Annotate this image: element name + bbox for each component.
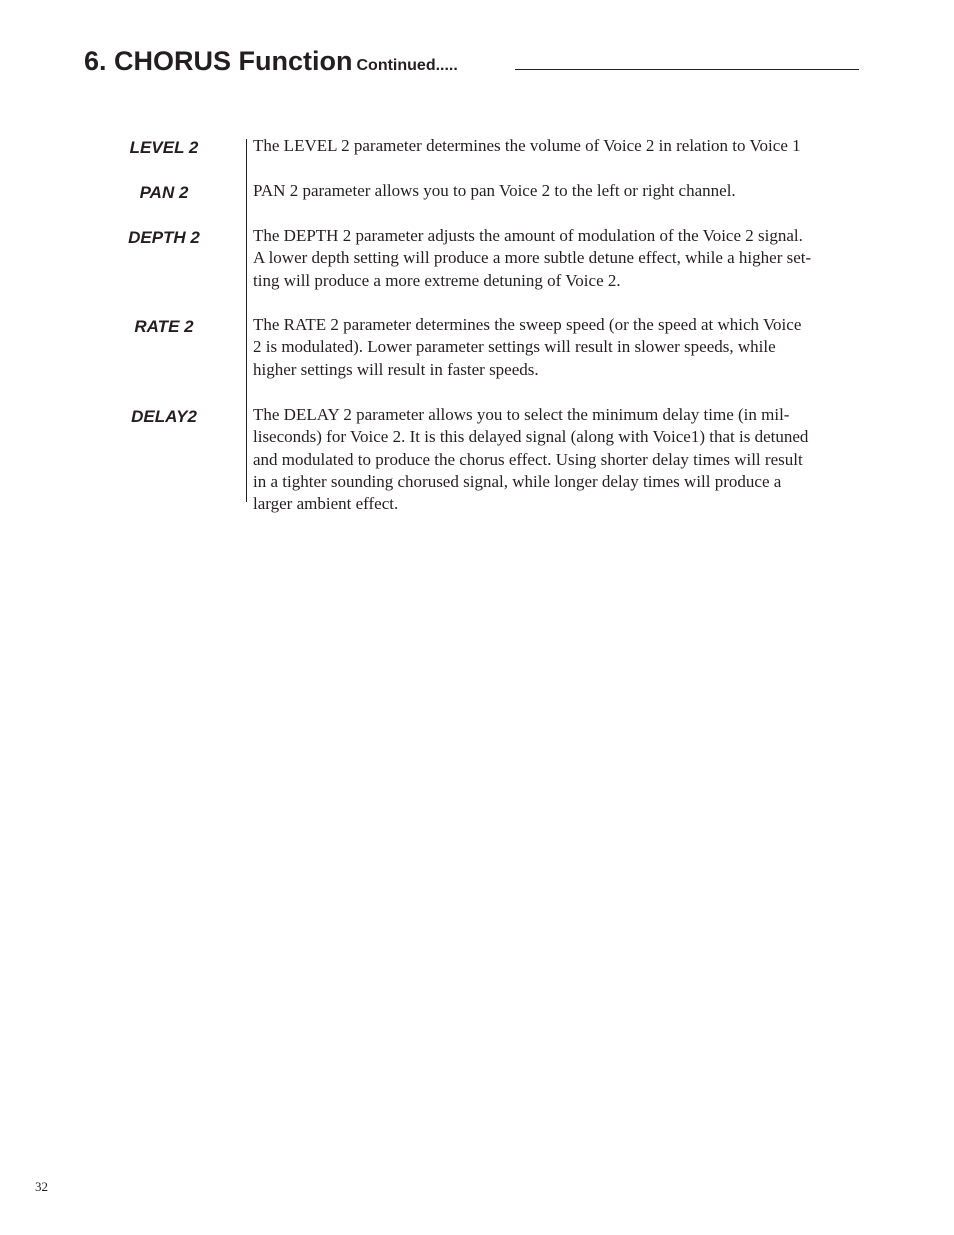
page-header: [84, 46, 458, 77]
param-description: [253, 314, 873, 381]
header-rule: [515, 69, 859, 70]
param-name: DEPTH 2: [128, 228, 200, 247]
description-line: The RATE 2 parameter determines the sweep speed (or the speed at which Voice: [253, 315, 802, 334]
page-number: 32: [35, 1179, 48, 1194]
param-name: PAN 2: [139, 183, 189, 202]
description-line: ting will produce a more extreme detuning of Voice 2.: [253, 270, 621, 290]
page-title: 6. CHORUS Function: [84, 46, 353, 76]
param-name: RATE 2: [134, 317, 194, 336]
param-name: DELAY2: [131, 407, 197, 426]
description-line: and modulated to produce the chorus effect. Using shorter delay times will result: [253, 449, 803, 469]
description-line: 2 is modulated). Lower parameter settings will result in slower speeds, while: [253, 337, 776, 357]
description-line: larger ambient effect.: [253, 494, 399, 514]
description-line: The DEPTH 2 parameter adjusts the amount of modulation of the Voice 2 signal.: [253, 226, 803, 245]
description-line: The DELAY 2 parameter allows you to select the minimum delay time (in mil-: [253, 405, 790, 424]
page-subtitle: Continued.....: [356, 57, 458, 74]
description-line: PAN 2 parameter allows you to pan Voice 2 to the left or right channel.: [253, 181, 736, 200]
param-description: [253, 180, 873, 202]
description-line: in a tighter sounding chorused signal, while longer delay times will produce a: [253, 471, 782, 491]
description-line: higher settings will result in faster speeds.: [253, 359, 539, 379]
description-line: liseconds) for Voice 2. It is this delayed signal (along with Voice1) that is detuned: [253, 427, 809, 447]
param-name: LEVEL 2: [129, 138, 199, 157]
column-divider: [246, 139, 247, 502]
description-line: The LEVEL 2 parameter determines the volume of Voice 2 in relation to Voice 1: [253, 136, 801, 155]
param-description: [253, 135, 873, 157]
description-line: A lower depth setting will produce a more subtle detune effect, while a higher set-: [253, 248, 812, 268]
param-description: [253, 404, 873, 515]
param-description: [253, 225, 873, 292]
